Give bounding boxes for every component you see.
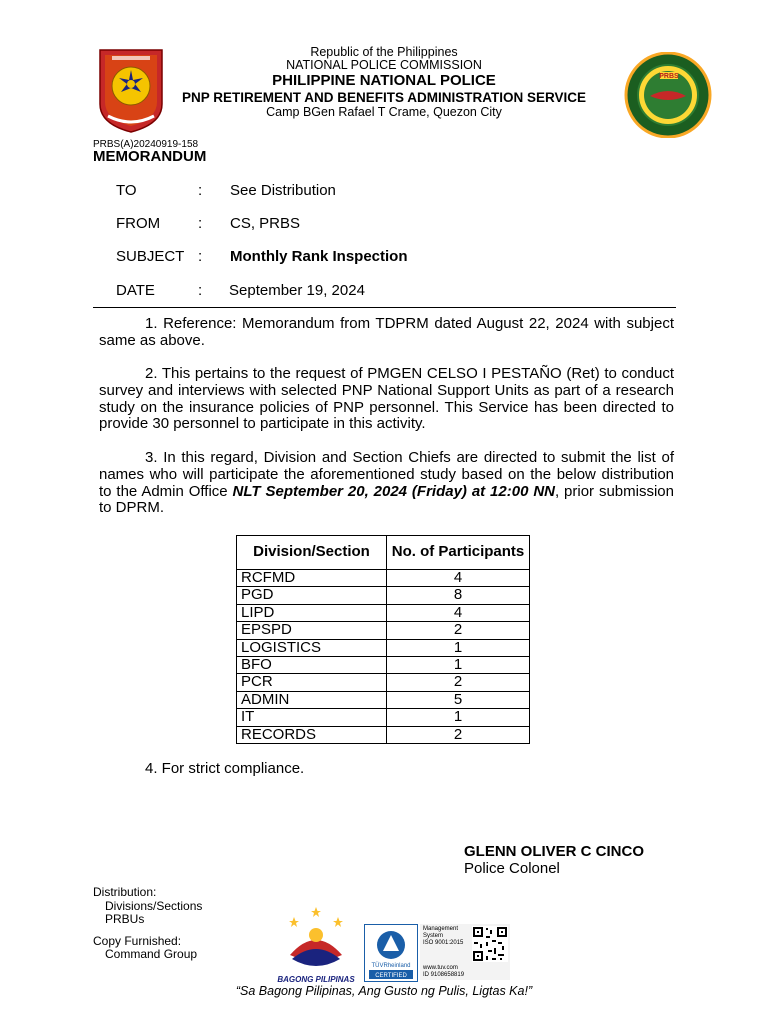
participants-cell: 2 <box>387 674 530 691</box>
cert-url: www.tuv.com <box>423 965 458 971</box>
certification-box <box>420 924 510 980</box>
participants-cell: 5 <box>387 691 530 708</box>
participants-cell: 1 <box>387 657 530 674</box>
division-cell: RCFMD <box>237 570 387 587</box>
memo-separator: : <box>198 182 203 199</box>
division-cell: RECORDS <box>237 726 387 743</box>
paragraph-1: 1. Reference: Memorandum from TDPRM dated August 22, 2024 with subject same as above. <box>99 315 674 349</box>
copy-furnished-item: Command Group <box>105 947 198 961</box>
letterhead-napolcom: NATIONAL POLICE COMMISSION <box>286 58 482 72</box>
table-row <box>237 709 530 726</box>
participants-table <box>236 535 530 744</box>
letterhead-pnp: PHILIPPINE NATIONAL POLICE <box>272 72 496 89</box>
prbs-seal-text: PRBS <box>659 73 679 80</box>
qr-code-icon <box>472 926 508 962</box>
bagong-pilipinas-text: BAGONG PILIPINAS <box>277 975 355 984</box>
tuv-certified-logo <box>364 924 418 982</box>
participants-cell: 4 <box>387 604 530 621</box>
division-cell: PCR <box>237 674 387 691</box>
paragraph-3: 3. In this regard, Division and Section Chiefs are directed to submit the list of names who will participate the aforementioned study based on the below distribution to the Admin Office NLT September 20, 2024 (Friday) at 12:00 NN, prior submission to DPRM. <box>99 449 674 517</box>
division-cell: IT <box>237 709 387 726</box>
footer-tagline: “Sa Bagong Pilipinas, Ang Gusto ng Pulis, Ligtas Ka!” <box>235 984 533 998</box>
memo-separator: : <box>198 215 203 232</box>
memo-value: CS, PRBS <box>230 215 301 232</box>
participants-cell: 2 <box>387 726 530 743</box>
tuv-name-text: TÜVRheinland <box>371 963 411 969</box>
paragraph-4: 4. For strict compliance. <box>145 760 305 777</box>
tuv-certified-text: CERTIFIED <box>375 973 407 979</box>
distribution-block <box>93 886 202 962</box>
column-header: No. of Participants <box>387 536 530 570</box>
table-row <box>237 674 530 691</box>
participants-cell: 2 <box>387 622 530 639</box>
paragraph-2: 2. This pertains to the request of PMGEN CELSO I PESTAÑO (Ret) to conduct survey and interviews with selected PNP National Support Units as part of a research study on the insurance policies of PNP personnel. This Service has been directed to provide 30 personnel to participate in this activity. <box>99 365 674 433</box>
memo-separator: : <box>198 282 203 299</box>
memo-label: SUBJECT <box>116 248 185 265</box>
cert-id: ID 9108658819 <box>423 972 465 978</box>
letterhead-office: PNP RETIREMENT AND BENEFITS ADMINISTRATION SERVICE <box>181 90 587 105</box>
memo-value: Monthly Rank Inspection <box>230 248 408 265</box>
table-header-row <box>237 536 530 570</box>
memo-label: FROM <box>116 215 161 232</box>
memo-label: DATE <box>116 282 155 299</box>
signatory-rank: Police Colonel <box>464 860 560 877</box>
memo-reference-number: PRBS(A)20240919-158 <box>93 139 199 150</box>
table-row <box>237 587 530 604</box>
participants-cell: 8 <box>387 587 530 604</box>
prbs-seal-logo <box>622 52 716 138</box>
cert-iso: ISO 9001:2015 <box>423 940 464 946</box>
division-cell: LOGISTICS <box>237 639 387 656</box>
header-divider <box>93 307 676 308</box>
division-cell: LIPD <box>237 604 387 621</box>
distribution-item: Divisions/Sections <box>105 898 203 913</box>
memo-value: September 19, 2024 <box>229 282 365 299</box>
pnp-seal-logo <box>94 46 168 134</box>
table-row <box>237 639 530 656</box>
deadline-text: NLT September 20, 2024 (Friday) at 12:00 NN <box>232 482 555 500</box>
copy-furnished-label: Copy Furnished: <box>93 933 182 948</box>
table-row <box>237 604 530 621</box>
memo-title: MEMORANDUM <box>93 148 207 165</box>
bagong-pilipinas-logo <box>270 905 366 985</box>
memo-value: See Distribution <box>230 182 336 199</box>
memo-separator: : <box>198 248 203 265</box>
cert-management: Management <box>423 926 459 932</box>
signatory-name: GLENN OLIVER C CINCO <box>464 843 645 860</box>
distribution-item: PRBUs <box>105 912 145 926</box>
division-cell: EPSPD <box>237 622 387 639</box>
column-header: Division/Section <box>237 536 387 570</box>
table-row <box>237 570 530 587</box>
memo-label: TO <box>116 182 137 199</box>
division-cell: PGD <box>237 587 387 604</box>
participants-cell: 4 <box>387 570 530 587</box>
distribution-label: Distribution: <box>93 885 157 899</box>
letterhead-republic: Republic of the Philippines <box>310 45 458 59</box>
table-row <box>237 691 530 708</box>
table-row <box>237 726 530 743</box>
letterhead-address: Camp BGen Rafael T Crame, Quezon City <box>266 105 502 119</box>
division-cell: ADMIN <box>237 691 387 708</box>
division-cell: BFO <box>237 657 387 674</box>
participants-cell: 1 <box>387 709 530 726</box>
table-row <box>237 657 530 674</box>
table-row <box>237 622 530 639</box>
cert-system: System <box>423 933 444 939</box>
participants-cell: 1 <box>387 639 530 656</box>
